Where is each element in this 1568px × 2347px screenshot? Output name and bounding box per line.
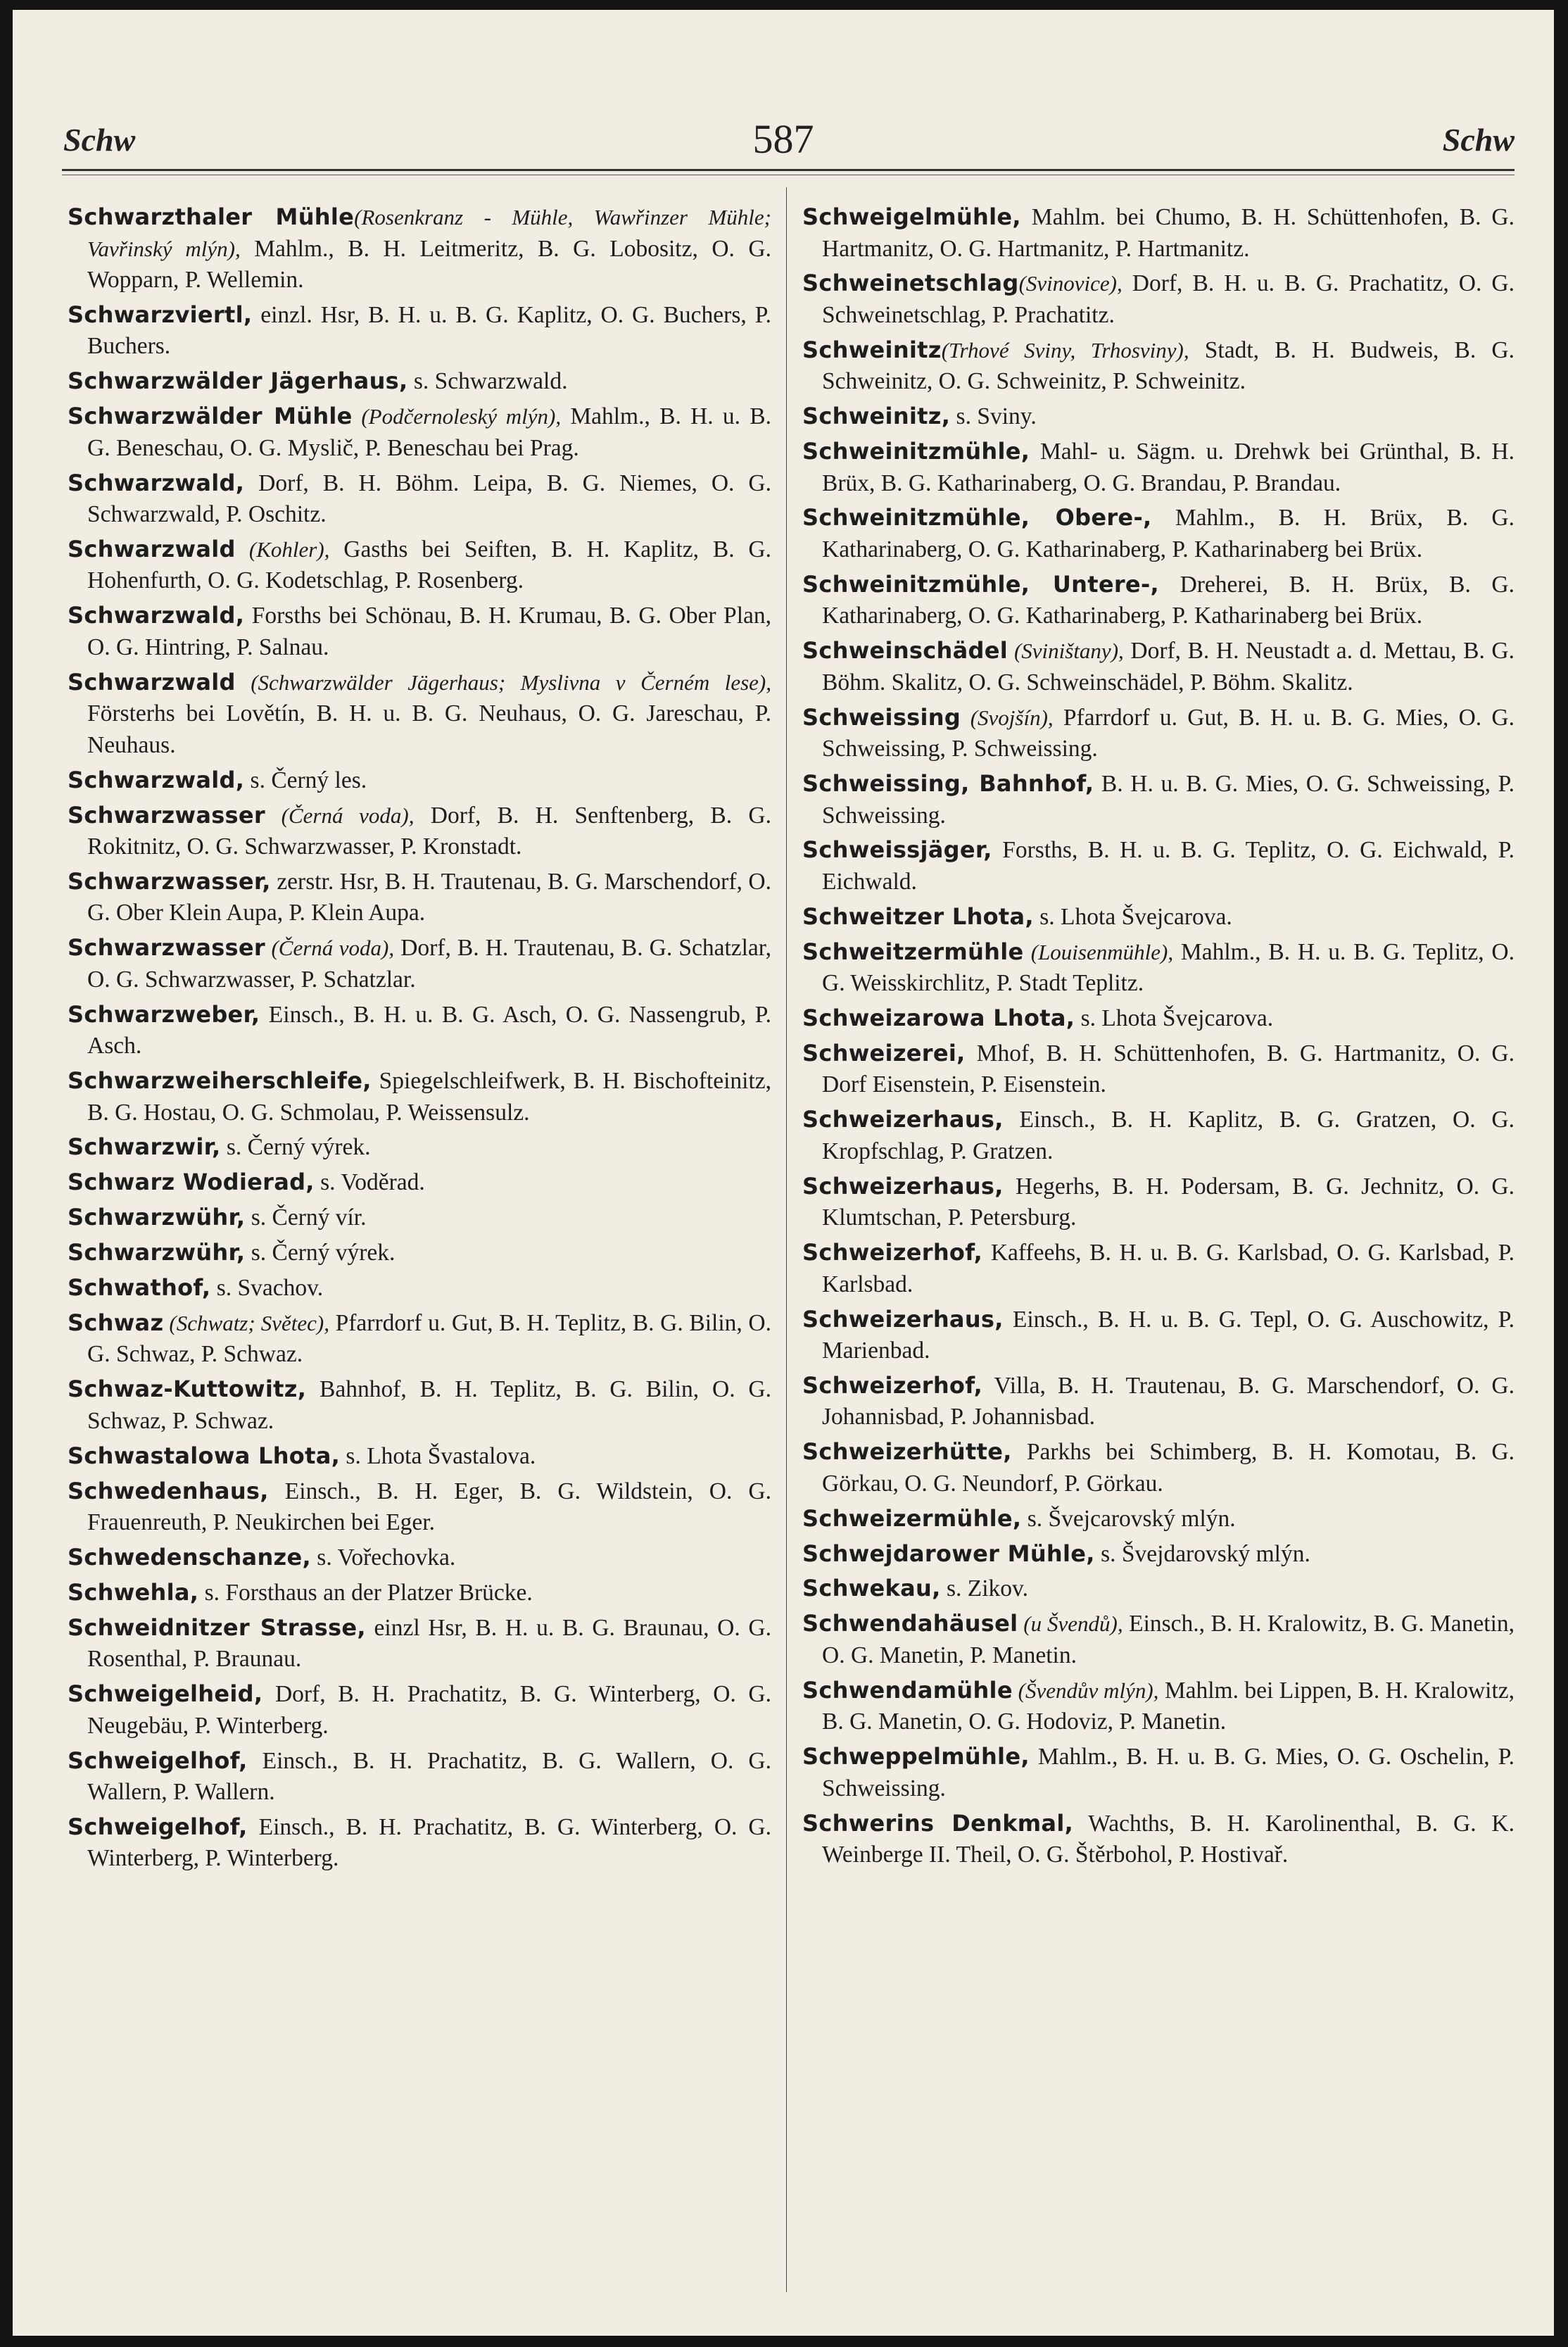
entry-headword: Schwarzwald [68,535,236,562]
entry-headword: Schwaz-Kuttowitz, [68,1376,307,1403]
entry-headword: Schwarzwald [68,668,236,696]
gazetteer-entry [802,1808,1515,1871]
gazetteer-entry [802,1573,1515,1605]
entry-alternate-name: (Kohler), [235,536,330,562]
gazetteer-entry [68,365,771,398]
entry-details: einzl. Hsr, B. H. u. B. G. Kaplitz, O. G. Buchers, P. Buchers. [87,301,771,360]
gazetteer-entry [802,502,1515,565]
entry-details: Mahlm., B. H. u. B. G. Mies, O. G. Oschelin, P. Schweissing. [822,1744,1515,1801]
entry-details: Mahlm. bei Chumo, B. H. Schüttenhofen, B. G. Hartmanitz, O. G. Hartmanitz, P. Hartmanitz. [822,204,1515,262]
entry-details: Spiegelschleifwerk, B. H. Bischofteinitz, B. G. Hostau, O. G. Schmolau, P. Weissensulz. [87,1068,771,1126]
entry-details: Dorf, B. H. Neustadt a. d. Mettau, B. G. Böhm. Skalitz, O. G. Schweinschädel, P. Böhm. Skalitz. [822,638,1515,696]
entry-headword: Schweizarowa Lhota, [802,1005,1075,1032]
entry-headword: Schweitzer Lhota, [802,902,1034,930]
entry-headword: Schweizerhof, [802,1239,983,1266]
entry-details: Mahlm., B. H. u. B. G. Beneschau, O. G. Myslič, P. Beneschau bei Prag. [87,403,771,461]
entry-details: Mahl- u. Sägm. u. Drehwk bei Grünthal, B. H. Brüx, B. G. Katharinaberg, O. G. Brandau, P. Brandau. [822,439,1515,496]
entry-alternate-name: (Schwatz; Světec), [163,1310,329,1335]
entry-headword: Schwarzwasser, [68,867,271,895]
entry-alternate-name: (u Švendů), [1018,1611,1123,1637]
gazetteer-entry [68,1745,771,1808]
entry-alternate-name: (Svojšín), [961,705,1054,730]
right-column [802,201,1515,1874]
entry-details: Dorf, B. H. u. B. G. Prachatitz, O. G. Schweinetschlag, P. Prachatitz. [822,270,1515,328]
gazetteer-entry [68,1678,771,1742]
entry-headword: Schweizerhof, [802,1371,983,1399]
entry-details: Mahlm., B. H. Brüx, B. G. Katharinaberg, O. G. Katharinaberg, P. Katharinaberg bei Brüx. [822,505,1515,562]
gazetteer-entry [68,667,771,762]
entry-headword: Schweinitzmühle, [802,438,1030,465]
entry-headword: Schwarzwälder Jägerhaus, [68,367,408,395]
entry-headword: Schweizerhaus, [802,1106,1004,1133]
entry-headword: Schweinitzmühle, Untere-, [802,570,1159,598]
entry-headword: Schwedenhaus, [68,1477,269,1504]
entry-details: Hegerhs, B. H. Podersam, B. G. Jechnitz, O. G. Klumtschan, P. Petersburg. [822,1173,1515,1231]
gazetteer-entry [802,334,1515,398]
entry-headword: Schweigelheid, [68,1680,263,1708]
entry-headword: Schwastalowa Lhota, [68,1442,341,1469]
gazetteer-entry [802,1436,1515,1499]
entry-headword: Schwedenschanze, [68,1543,311,1571]
entry-headword: Schweidnitzer Strasse, [68,1613,366,1641]
entry-headword: Schwarzwühr, [68,1204,246,1231]
entry-details: Einsch., B. H. u. B. G. Asch, O. G. Nassengrub, P. Asch. [87,1001,771,1059]
entry-alternate-name: (Svinovice), [1018,271,1123,296]
gazetteer-entry [802,901,1515,933]
entry-details: s. Vořechovka. [310,1544,456,1571]
entry-details: s. Voděrad. [314,1169,425,1196]
gazetteer-entry [802,1002,1515,1035]
gazetteer-entry [68,1542,771,1574]
gazetteer-entry [68,999,771,1062]
entry-headword: Schweinitz, [802,403,951,430]
entry-headword: Schwarzwir, [68,1133,221,1161]
entry-headword: Schweissing [802,703,961,731]
entry-details: s. Zikov. [940,1575,1028,1602]
gazetteer-entry [68,1131,771,1164]
entry-headword: Schwarzwald, [68,469,245,496]
entry-headword: Schwehla, [68,1578,199,1606]
entry-details: Mahlm. bei Lippen, B. H. Kralowitz, B. G. Manetin, O. G. Hodoviz, P. Manetin. [822,1677,1515,1735]
document-page [13,10,1554,2336]
left-column [68,201,771,1877]
entry-headword: Schweinitz [802,336,942,363]
entry-alternate-name: (Černá voda), [265,936,395,961]
entry-headword: Schwarzwälder Mühle [68,403,353,430]
entry-headword: Schwarzwühr, [68,1239,246,1266]
gazetteer-entry [68,1811,771,1875]
entry-details: s. Černý vír. [245,1204,367,1231]
entry-headword: Schweizerhaus, [802,1172,1004,1200]
entry-details: Mahlm., B. H. Leitmeritz, B. G. Lobositz, O. G. Wopparn, P. Wellemin. [87,235,771,293]
entry-headword: Schweissjäger, [802,836,992,864]
gazetteer-entry [802,1304,1515,1367]
gazetteer-entry [802,1741,1515,1804]
gazetteer-entry [68,1065,771,1128]
page-header [13,115,1554,165]
entry-details: Gasths bei Seiften, B. H. Kaplitz, B. G. Hohenfurth, O. G. Kodetschlag, P. Rosenberg. [87,536,771,594]
gazetteer-entry [68,1237,771,1269]
entry-alternate-name: (Podčernoleský mlýn), [352,404,562,429]
gazetteer-entry [68,467,771,531]
entry-details: Wachths, B. H. Karolinenthal, B. G. K. Weinberge II. Theil, O. G. Štěrbohol, P. Hostivař. [822,1810,1515,1868]
entry-details: B. H. u. B. G. Mies, O. G. Schweissing, P. Schweissing. [822,771,1515,829]
entry-details: s. Černý výrek. [245,1240,396,1266]
entry-details: Försterhs bei Lovětín, B. H. u. B. G. Neuhaus, O. G. Jareschau, P. Neuhaus. [87,700,771,758]
entry-headword: Schwarzwasser [68,934,265,962]
entry-headword: Schweppelmühle, [802,1743,1030,1770]
entry-alternate-name: (Rosenkranz - Mühle, Wawřinzer Mühle; Vavřinský mlýn), [87,205,771,261]
gazetteer-entry [802,1038,1515,1101]
gazetteer-entry [68,800,771,863]
entry-headword: Schweizermühle, [802,1504,1022,1532]
entry-details: s. Forsthaus an der Platzer Brücke. [198,1579,533,1606]
entry-details: Forsths, B. H. u. B. G. Teplitz, O. G. Eichwald, P. Eichwald. [822,837,1515,895]
gazetteer-entry [68,932,771,995]
gazetteer-entry [802,268,1515,331]
gazetteer-entry [802,936,1515,1000]
gazetteer-entry [802,1608,1515,1671]
gazetteer-entry [802,702,1515,765]
gazetteer-entry [802,1538,1515,1571]
gazetteer-entry [68,1307,771,1371]
entry-headword: Schweitzermühle [802,938,1024,965]
gazetteer-entry [68,1577,771,1609]
entry-details: s. Lhota Švastalova. [340,1442,536,1469]
entry-details: Einsch., B. H. Eger, B. G. Wildstein, O. G. Frauenreuth, P. Neukirchen bei Eger. [87,1478,771,1536]
entry-details: Einsch., B. H. Prachatitz, B. G. Wallern, O. G. Wallern, P. Wallern. [87,1747,771,1806]
entry-headword: Schwarzwasser [68,801,265,829]
entry-details: einzl Hsr, B. H. u. B. G. Braunau, O. G. Rosenthal, P. Braunau. [87,1614,771,1673]
running-head-right: Schw [1442,122,1515,158]
entry-headword: Schwerins Denkmal, [802,1809,1074,1837]
gazetteer-entry [802,201,1515,265]
entry-details: Stadt, B. H. Budweis, B. G. Schweinitz, O. G. Schweinitz, P. Schweinitz. [822,336,1515,395]
entry-details: s. Švejcarovský mlýn. [1021,1505,1236,1532]
entry-headword: Schwarzwald, [68,602,245,629]
gazetteer-entry [68,600,771,663]
entry-headword: Schweinetschlag [802,270,1019,297]
entry-details: Einsch., B. H. u. B. G. Tepl, O. G. Auschowitz, P. Marienbad. [822,1306,1515,1364]
entry-details: Einsch., B. H. Kralowitz, B. G. Manetin, O. G. Manetin, P. Manetin. [822,1611,1515,1668]
entry-details: Einsch., B. H. Kaplitz, B. G. Gratzen, O. G. Kropfschlag, P. Gratzen. [822,1107,1515,1164]
column-divider [786,187,787,2292]
entry-details: Mahlm., B. H. u. B. G. Teplitz, O. G. Weisskirchlitz, P. Stadt Teplitz. [822,938,1515,997]
entry-headword: Schweinschädel [802,637,1008,665]
entry-headword: Schweizerhaus, [802,1305,1004,1333]
entry-alternate-name: (Švendův mlýn), [1012,1678,1159,1703]
entry-headword: Schweissing, Bahnhof, [802,770,1094,798]
entry-headword: Schwejdarower Mühle, [802,1540,1095,1567]
gazetteer-entry [68,1166,771,1199]
entry-details: Einsch., B. H. Prachatitz, B. G. Winterberg, O. G. Winterberg, P. Winterberg. [87,1813,771,1872]
gazetteer-entry [802,1675,1515,1738]
entry-details: Dorf, B. H. Senftenberg, B. G. Rokitnitz, O. G. Schwarzwasser, P. Kronstadt. [87,802,771,860]
entry-headword: Schwaz [68,1309,164,1336]
gazetteer-entry [68,1440,771,1473]
entry-details: s. Sviny. [950,403,1037,430]
page-number: 587 [752,116,814,162]
entry-headword: Schwarzthaler Mühle [68,203,355,230]
entry-headword: Schwarzwald, [68,766,245,793]
entry-headword: Schwathof, [68,1274,211,1302]
entry-details: Dorf, B. H. Trautenau, B. G. Schatzlar, O. G. Schwarzwasser, P. Schatzlar. [87,935,771,993]
entry-headword: Schweizerei, [802,1039,966,1066]
gazetteer-entry [68,866,771,929]
gazetteer-entry [68,1373,771,1437]
entry-details: Dreherei, B. H. Brüx, B. G. Katharinaberg, O. G. Katharinaberg, P. Katharinaberg bei Brüx. [822,571,1515,629]
entry-details: Kaffeehs, B. H. u. B. G. Karlsbad, O. G. Karlsbad, P. Karlsbad. [822,1240,1515,1297]
entry-details: s. Lhota Švejcarova. [1033,903,1232,930]
gazetteer-entry [802,436,1515,499]
entry-headword: Schweigelhof, [68,1747,248,1774]
gazetteer-entry [802,1237,1515,1300]
gazetteer-entry [802,1171,1515,1234]
entry-alternate-name: (Louisenmühle), [1023,939,1174,964]
running-head-left: Schw [63,122,136,158]
gazetteer-entry [802,834,1515,898]
entry-details: Parkhs bei Schimberg, B. H. Komotau, B. G. Görkau, O. G. Neundorf, P. Görkau. [822,1439,1515,1497]
entry-details: s. Černý výrek. [220,1134,371,1161]
gazetteer-entry [802,635,1515,698]
entry-details: Pfarrdorf u. Gut, B. H. Teplitz, B. G. Bilin, O. G. Schwaz, P. Schwaz. [87,1309,772,1368]
header-rule [62,169,1515,171]
entry-details: s. Švejdarovský mlýn. [1094,1540,1310,1567]
entry-details: Mhof, B. H. Schüttenhofen, B. G. Hartmanitz, O. G. Dorf Eisenstein, P. Eisenstein. [822,1040,1515,1098]
entry-details: zerstr. Hsr, B. H. Trautenau, B. G. Marschendorf, O. G. Ober Klein Aupa, P. Klein Aupa. [87,868,771,926]
gazetteer-entry [68,401,771,464]
gazetteer-entry [68,201,771,296]
entry-details: Dorf, B. H. Prachatitz, B. G. Winterberg, O. G. Neugebäu, P. Winterberg. [87,1681,771,1739]
gazetteer-entry [68,1475,771,1539]
gazetteer-entry [68,299,771,363]
entry-alternate-name: (Sviništany), [1007,638,1124,664]
entry-details: Bahnhof, B. H. Teplitz, B. G. Bilin, O. G. Schwaz, P. Schwaz. [87,1376,771,1434]
entry-details: s. Svachov. [210,1275,324,1302]
entry-alternate-name: (Černá voda), [265,803,415,828]
gazetteer-entry [68,1272,771,1304]
entry-headword: Schwekau, [802,1575,941,1602]
entry-headword: Schwarz Wodierad, [68,1169,315,1196]
entry-headword: Schweinitzmühle, Obere-, [802,504,1152,531]
gazetteer-entry [68,764,771,797]
gazetteer-entry [802,401,1515,433]
gazetteer-entry [802,1503,1515,1535]
entry-headword: Schweizerhütte, [802,1438,1012,1466]
entry-headword: Schwendamühle [802,1676,1013,1704]
entry-details: Villa, B. H. Trautenau, B. G. Marschendorf, O. G. Johannisbad, P. Johannisbad. [822,1372,1515,1430]
gazetteer-entry [802,569,1515,632]
entry-headword: Schwarzweber, [68,1000,260,1028]
entry-alternate-name: (Schwarzwälder Jägerhaus; Myslivna v Černém lese), [235,669,771,695]
gazetteer-entry [68,1612,771,1675]
entry-details: Pfarrdorf u. Gut, B. H. u. B. G. Mies, O. G. Schweissing, P. Schweissing. [822,704,1515,762]
entry-alternate-name: (Trhové Sviny, Trhosviny), [941,337,1189,363]
gazetteer-entry [68,1202,771,1234]
entry-details: s. Lhota Švejcarova. [1075,1005,1274,1032]
gazetteer-entry [802,1370,1515,1433]
gazetteer-entry [802,1104,1515,1167]
entry-headword: Schwarzweiherschleife, [68,1067,372,1095]
entry-details: Dorf, B. H. Böhm. Leipa, B. G. Niemes, O. G. Schwarzwald, P. Oschitz. [87,470,771,528]
entry-details: Forsths bei Schönau, B. H. Krumau, B. G. Ober Plan, O. G. Hintring, P. Salnau. [87,603,771,660]
gazetteer-entry [802,768,1515,831]
entry-details: s. Černý les. [244,767,367,793]
entry-details: s. Schwarzwald. [407,368,568,395]
entry-headword: Schweigelhof, [68,1813,248,1840]
gazetteer-entry [68,534,771,597]
entry-headword: Schwendahäusel [802,1610,1018,1637]
entry-headword: Schweigelmühle, [802,203,1021,230]
entry-headword: Schwarzviertl, [68,301,253,328]
